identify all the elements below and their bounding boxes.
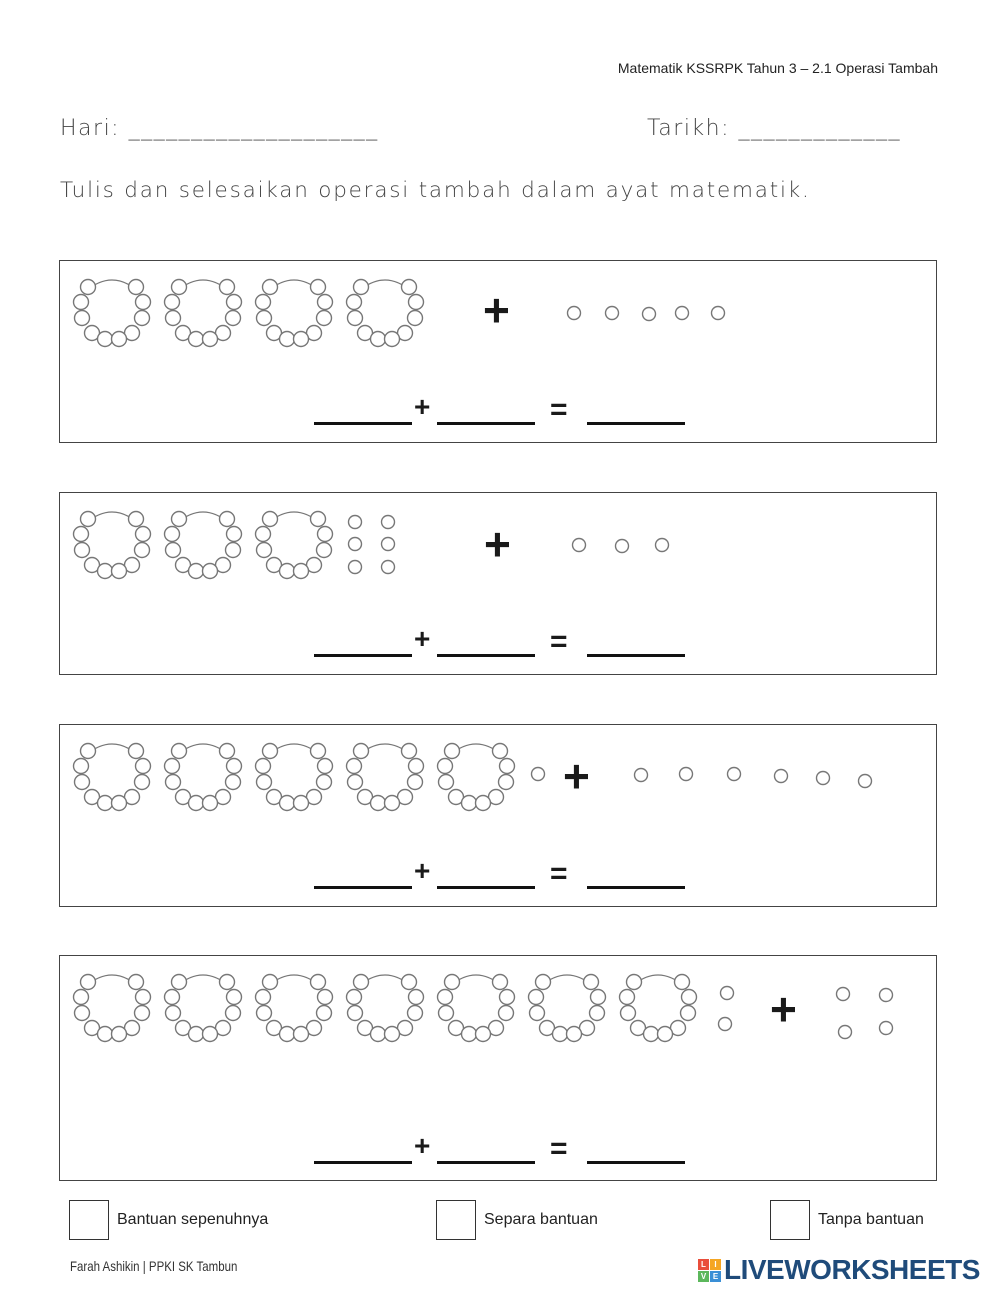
problem-1-box	[59, 260, 937, 443]
tarikh-field[interactable]: Tarikh: _____________	[647, 116, 902, 141]
bead	[317, 543, 332, 558]
bead	[409, 990, 424, 1005]
bead	[385, 796, 400, 811]
bead	[317, 311, 332, 326]
bead	[318, 990, 333, 1005]
problem-1-equation-plus: +	[414, 391, 431, 422]
problem-3-equals: =	[550, 857, 568, 890]
bead	[439, 775, 454, 790]
bead	[136, 990, 151, 1005]
bead	[536, 975, 551, 990]
added-bead	[656, 539, 669, 552]
bead	[408, 311, 423, 326]
bead	[348, 1006, 363, 1021]
bead	[263, 280, 278, 295]
bead	[166, 311, 181, 326]
bead	[256, 990, 271, 1005]
bead	[220, 975, 235, 990]
bead	[203, 796, 218, 811]
bead	[135, 775, 150, 790]
logo-mark-letter: L	[698, 1259, 709, 1270]
bead	[263, 512, 278, 527]
bead	[347, 759, 362, 774]
problem-1-answer-blank[interactable]	[587, 385, 685, 425]
bead	[75, 543, 90, 558]
bead-ring-of-ten	[165, 975, 242, 1042]
bead	[227, 759, 242, 774]
bead	[682, 990, 697, 1005]
bead	[620, 990, 635, 1005]
bead	[203, 564, 218, 579]
bead	[220, 280, 235, 295]
bead	[98, 1027, 113, 1042]
label-partial-assistance: Separa bantuan	[484, 1211, 598, 1228]
bead-ring-of-ten	[620, 975, 697, 1042]
loose-bead	[382, 516, 395, 529]
loose-bead	[382, 538, 395, 551]
bead	[112, 332, 127, 347]
bead	[257, 1006, 272, 1021]
bead	[220, 744, 235, 759]
bead	[263, 975, 278, 990]
added-bead	[616, 540, 629, 553]
added-bead	[880, 1022, 893, 1035]
bead	[75, 1006, 90, 1021]
bead-ring-of-ten	[165, 512, 242, 579]
bead-ring-of-ten	[529, 975, 606, 1042]
bead	[280, 332, 295, 347]
checkbox-no-assistance[interactable]	[770, 1200, 810, 1240]
bead	[553, 1027, 568, 1042]
bead	[354, 280, 369, 295]
problem-4-equals: =	[550, 1132, 568, 1165]
bead-ring-of-ten	[74, 512, 151, 579]
bead	[675, 975, 690, 990]
added-bead	[606, 307, 619, 320]
bead	[347, 990, 362, 1005]
problem-4-answer-blank[interactable]	[587, 1124, 685, 1164]
bead	[189, 332, 204, 347]
bead	[280, 796, 295, 811]
bead	[166, 775, 181, 790]
bead	[112, 796, 127, 811]
bead	[644, 1027, 659, 1042]
bead	[658, 1027, 673, 1042]
bead	[402, 744, 417, 759]
problem-1-equals: =	[550, 393, 568, 426]
bead	[189, 1027, 204, 1042]
bead	[227, 990, 242, 1005]
bead	[74, 990, 89, 1005]
bead	[590, 1006, 605, 1021]
option-full-assistance[interactable]	[69, 1200, 268, 1240]
loose-bead	[721, 987, 734, 1000]
bead	[226, 1006, 241, 1021]
problem-2-addend-1-blank[interactable]	[314, 617, 412, 657]
bead	[280, 1027, 295, 1042]
bead	[500, 990, 515, 1005]
bead	[438, 759, 453, 774]
bead	[263, 744, 278, 759]
bead	[462, 796, 477, 811]
loose-bead	[719, 1018, 732, 1031]
bead	[280, 564, 295, 579]
logo-mark-letter: V	[698, 1271, 709, 1282]
bead	[136, 759, 151, 774]
bead-ring-of-ten	[256, 280, 333, 347]
bead	[402, 280, 417, 295]
bead-ring-of-ten	[347, 744, 424, 811]
bead	[294, 332, 309, 347]
bead-ring-of-ten	[165, 280, 242, 347]
problem-4-plus-sign: +	[770, 983, 797, 1035]
bead	[385, 1027, 400, 1042]
bead	[438, 990, 453, 1005]
loose-bead	[349, 561, 362, 574]
problem-3-box	[59, 724, 937, 907]
bead	[81, 975, 96, 990]
hari-field[interactable]: Hari: ____________________	[60, 116, 379, 141]
worksheet-reference: Matematik KSSRPK Tahun 3 – 2.1 Operasi Tambah	[617, 60, 938, 76]
logo-mark-letter: I	[710, 1259, 721, 1270]
bead	[354, 975, 369, 990]
problem-3-answer-blank[interactable]	[587, 849, 685, 889]
added-bead	[817, 772, 830, 785]
bead	[203, 1027, 218, 1042]
bead-ring-of-ten	[74, 975, 151, 1042]
bead	[189, 564, 204, 579]
bead	[591, 990, 606, 1005]
problem-4-equation-plus: +	[414, 1130, 431, 1161]
bead	[165, 990, 180, 1005]
bead	[98, 564, 113, 579]
bead	[136, 527, 151, 542]
bead	[136, 295, 151, 310]
loose-bead	[532, 768, 545, 781]
added-bead	[643, 308, 656, 321]
bead	[476, 1027, 491, 1042]
bead	[311, 744, 326, 759]
bead	[493, 744, 508, 759]
bead	[172, 975, 187, 990]
loose-bead	[382, 561, 395, 574]
bead-ring-of-ten	[256, 975, 333, 1042]
bead	[220, 512, 235, 527]
problem-3-addend-1-blank[interactable]	[314, 849, 412, 889]
bead	[317, 775, 332, 790]
added-bead	[775, 770, 788, 783]
problem-2-equals: =	[550, 625, 568, 658]
added-bead	[680, 768, 693, 781]
problem-2-equation-plus: +	[414, 623, 431, 654]
bead-ring-of-ten	[74, 280, 151, 347]
bead	[81, 280, 96, 295]
bead	[567, 1027, 582, 1042]
bead	[499, 775, 514, 790]
bead	[129, 280, 144, 295]
bead	[530, 1006, 545, 1021]
checkbox-partial-assistance[interactable]	[436, 1200, 476, 1240]
problem-3-plus-sign: +	[563, 750, 590, 802]
bead	[317, 1006, 332, 1021]
option-no-assistance[interactable]	[770, 1200, 924, 1240]
option-partial-assistance[interactable]	[436, 1200, 598, 1240]
problem-3-equation	[60, 849, 936, 899]
bead	[408, 1006, 423, 1021]
bead-ring-of-ten	[347, 280, 424, 347]
bead	[256, 759, 271, 774]
bead	[129, 975, 144, 990]
bead	[129, 744, 144, 759]
bead	[129, 512, 144, 527]
bead	[529, 990, 544, 1005]
problem-2-addend-2-blank[interactable]	[437, 617, 535, 657]
bead	[166, 543, 181, 558]
bead	[402, 975, 417, 990]
bead	[348, 775, 363, 790]
added-bead	[568, 307, 581, 320]
bead	[256, 295, 271, 310]
checkbox-full-assistance[interactable]	[69, 1200, 109, 1240]
bead	[445, 975, 460, 990]
bead	[318, 759, 333, 774]
bead	[256, 527, 271, 542]
bead	[408, 775, 423, 790]
bead	[409, 759, 424, 774]
problem-3-addend-2-blank[interactable]	[437, 849, 535, 889]
added-bead	[837, 988, 850, 1001]
bead	[74, 295, 89, 310]
bead	[294, 796, 309, 811]
bead	[166, 1006, 181, 1021]
problem-2-plus-sign: +	[484, 518, 511, 570]
bead	[112, 1027, 127, 1042]
bead	[135, 543, 150, 558]
bead	[311, 975, 326, 990]
label-full-assistance: Bantuan sepenuhnya	[117, 1211, 269, 1228]
problem-1-addend-2-blank[interactable]	[437, 385, 535, 425]
bead	[74, 527, 89, 542]
problem-1-plus-sign: +	[483, 284, 510, 336]
bead	[203, 332, 218, 347]
problem-3-equation-plus: +	[414, 855, 431, 886]
bead	[74, 759, 89, 774]
bead	[172, 512, 187, 527]
bead	[499, 1006, 514, 1021]
bead	[135, 1006, 150, 1021]
bead	[257, 311, 272, 326]
added-bead	[839, 1026, 852, 1039]
bead	[226, 775, 241, 790]
bead-ring-of-ten	[256, 512, 333, 579]
bead-ring-of-ten	[438, 744, 515, 811]
problem-1-addend-1-blank[interactable]	[314, 385, 412, 425]
bead	[75, 311, 90, 326]
problem-4-equation	[60, 1124, 936, 1174]
bead	[318, 295, 333, 310]
problem-4-addend-2-blank[interactable]	[437, 1124, 535, 1164]
bead	[81, 744, 96, 759]
bead	[371, 796, 386, 811]
bead	[681, 1006, 696, 1021]
bead	[165, 759, 180, 774]
bead	[311, 280, 326, 295]
bead	[500, 759, 515, 774]
bead	[227, 527, 242, 542]
bead	[226, 543, 241, 558]
bead	[172, 280, 187, 295]
added-bead	[859, 775, 872, 788]
author-credit: Farah Ashikin | PPKI SK Tambun	[70, 1258, 238, 1274]
bead	[371, 1027, 386, 1042]
bead-ring-of-ten	[256, 744, 333, 811]
bead	[318, 527, 333, 542]
bead	[409, 295, 424, 310]
instruction-text: Tulis dan selesaikan operasi tambah dalam ayat matematik.	[60, 178, 811, 203]
loose-bead	[349, 516, 362, 529]
logo-mark-letter: E	[710, 1271, 721, 1282]
bead	[98, 332, 113, 347]
problem-4-addend-1-blank[interactable]	[314, 1124, 412, 1164]
bead	[445, 744, 460, 759]
bead	[172, 744, 187, 759]
added-bead	[880, 989, 893, 1002]
problem-1-equation	[60, 385, 936, 435]
added-bead	[573, 539, 586, 552]
bead	[439, 1006, 454, 1021]
problem-2-equation	[60, 617, 936, 667]
bead	[371, 332, 386, 347]
bead-ring-of-ten	[438, 975, 515, 1042]
bead	[311, 512, 326, 527]
bead	[165, 295, 180, 310]
problem-2-box	[59, 492, 937, 675]
bead-ring-of-ten	[347, 975, 424, 1042]
bead-ring-of-ten	[74, 744, 151, 811]
label-no-assistance: Tanpa bantuan	[818, 1211, 924, 1228]
bead	[385, 332, 400, 347]
bead	[112, 564, 127, 579]
problem-2-answer-blank[interactable]	[587, 617, 685, 657]
added-bead	[676, 307, 689, 320]
bead	[294, 564, 309, 579]
bead	[189, 796, 204, 811]
added-bead	[728, 768, 741, 781]
problem-4-box	[59, 955, 937, 1181]
liveworksheets-mark-icon	[698, 1259, 721, 1282]
bead	[257, 775, 272, 790]
loose-bead	[349, 538, 362, 551]
bead	[627, 975, 642, 990]
bead	[165, 527, 180, 542]
bead	[462, 1027, 477, 1042]
bead	[257, 543, 272, 558]
bead	[75, 775, 90, 790]
bead	[227, 295, 242, 310]
bead	[584, 975, 599, 990]
bead-ring-of-ten	[165, 744, 242, 811]
bead	[226, 311, 241, 326]
bead	[354, 744, 369, 759]
bead	[621, 1006, 636, 1021]
liveworksheets-wordmark: LIVEWORKSHEETS	[724, 1254, 980, 1285]
added-bead	[635, 769, 648, 782]
added-bead	[712, 307, 725, 320]
bead	[493, 975, 508, 990]
bead	[476, 796, 491, 811]
bead	[348, 311, 363, 326]
bead	[81, 512, 96, 527]
bead	[347, 295, 362, 310]
bead	[98, 796, 113, 811]
bead	[294, 1027, 309, 1042]
bead	[135, 311, 150, 326]
liveworksheets-logo	[698, 1254, 980, 1286]
